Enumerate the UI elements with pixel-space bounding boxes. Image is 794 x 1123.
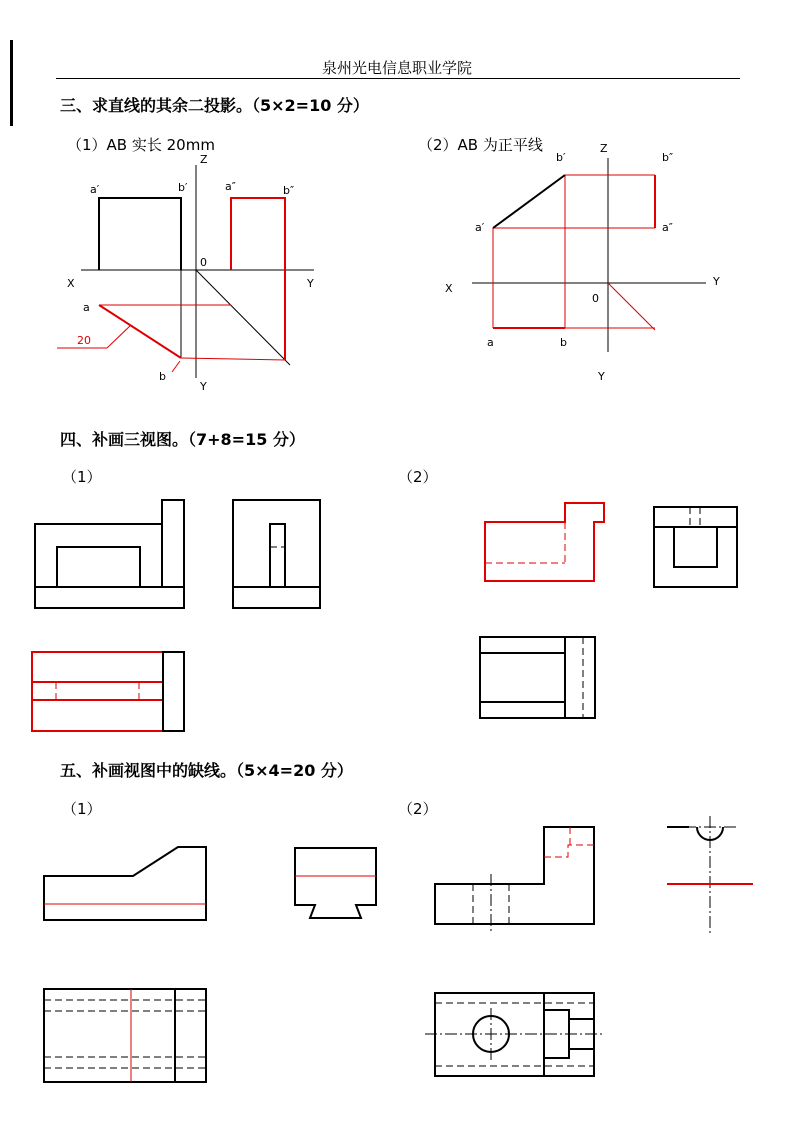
figure-5-1-top-view: [44, 989, 206, 1082]
figure-5-2-front-view: [435, 827, 594, 934]
fig1-y-right-label: Y: [307, 277, 314, 290]
figure-4-2-front-view-answer: [485, 503, 604, 581]
fig2-b-label: b: [560, 336, 567, 349]
figure-3-2-projection: [445, 142, 720, 383]
fig1-origin-label: 0: [200, 256, 207, 269]
fig2-z-label: Z: [600, 142, 608, 155]
section-3-title: 三、求直线的其余二投影。（5×2=10 分）: [60, 96, 369, 115]
section-5-item-2-label: （2）: [398, 800, 438, 818]
figure-4-1-front-view: [35, 500, 184, 608]
fig1-b-label: b: [159, 370, 166, 383]
figure-5-1-front-view: [44, 847, 206, 920]
page-header: 泉州光电信息职业学院: [321, 59, 472, 77]
figure-4-2-top-view: [480, 637, 595, 718]
figure-4-1-top-view-answer: [32, 652, 184, 731]
fig1-a-label: a: [83, 301, 90, 314]
figure-3-1-projection: [57, 153, 314, 393]
section-3-item-1-label: （1）AB 实长 20mm: [67, 136, 215, 154]
section-4-item-2-label: （2）: [398, 468, 438, 486]
section-3-item-2-label: （2）AB 为正平线: [418, 136, 543, 154]
fig1-a-prime-label: a′: [90, 183, 100, 196]
fig2-b-dprime-label: b″: [662, 151, 674, 164]
fig1-b-prime-label: b′: [178, 181, 188, 194]
figure-4-1-side-view: [233, 500, 320, 608]
fig2-b-prime-label: b′: [556, 151, 566, 164]
figure-5-2-top-view: [425, 993, 604, 1076]
fig1-a-dprime-label: a″: [225, 180, 236, 193]
fig2-a-prime-label: a′: [475, 221, 485, 234]
fig1-y-down-label: Y: [200, 380, 207, 393]
section-4-item-1-label: （1）: [62, 468, 102, 486]
fig2-y-down-label: Y: [598, 370, 605, 383]
fig1-z-label: Z: [200, 153, 208, 166]
section-4-title: 四、补画三视图。（7+8=15 分）: [60, 430, 305, 449]
figure-5-1-side-view: [295, 848, 376, 918]
fig2-origin-label: 0: [592, 292, 599, 305]
fig2-a-label: a: [487, 336, 494, 349]
fig2-x-label: X: [445, 282, 453, 295]
fig1-dimension-label: 20: [77, 334, 91, 347]
figure-5-2-side-view: [667, 816, 753, 934]
fig2-a-dprime-label: a″: [662, 221, 673, 234]
section-5-title: 五、补画视图中的缺线。（5×4=20 分）: [60, 761, 353, 780]
figure-4-2-side-view: [654, 507, 737, 587]
fig2-y-right-label: Y: [713, 275, 720, 288]
fig1-x-label: X: [67, 277, 75, 290]
fig1-b-dprime-label: b″: [283, 184, 295, 197]
section-5-item-1-label: （1）: [62, 800, 102, 818]
